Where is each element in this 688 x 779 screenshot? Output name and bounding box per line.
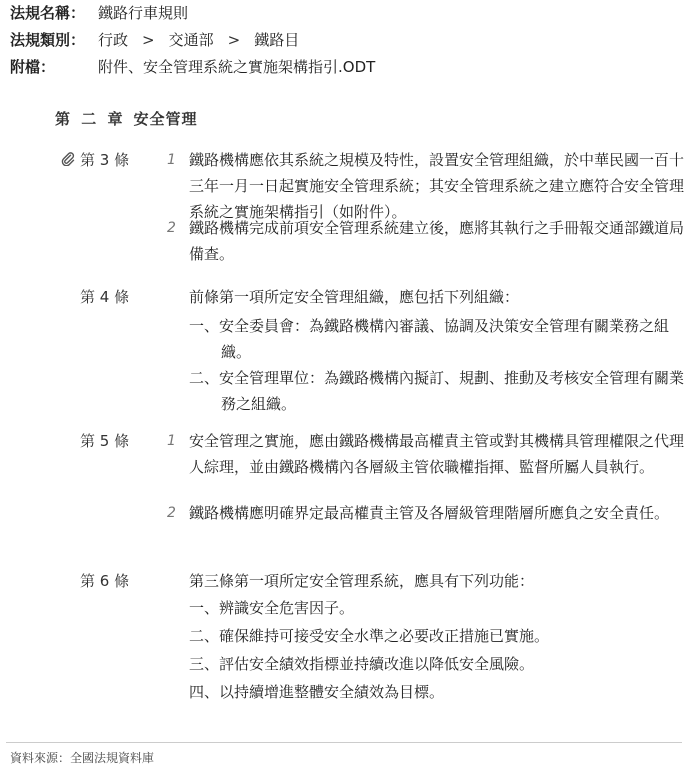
chapter-title: 安全管理 [133,110,198,128]
category-item-administration[interactable]: 行政 [98,31,129,49]
article-number[interactable]: 第 5 條 [80,432,130,450]
list-item: 一、安全委員會：為鐵路機構內審議、協調及決策安全管理有關業務之組織。 [189,317,670,361]
paragraph-number: 2 [167,220,176,236]
category-separator: > [227,31,241,49]
attachment-value-wrap [98,54,375,81]
article-intro: 第三條第一項所定安全管理系統，應具有下列功能： [189,572,535,590]
article-intro: 前條第一項所定安全管理組織，應包括下列組織： [189,288,520,306]
list-item: 三、評估安全績效指標並持續改進以降低安全風險。 [189,655,535,673]
footer-source: 資料來源：全國法規資料庫 [10,751,155,765]
category-item-transport[interactable]: 交通部 [168,31,214,49]
chapter-number: 第 二 章 [55,110,124,128]
paragraph-text: 鐵路機構應明確界定最高權責主管及各層級管理階層所應負之安全責任。 [189,504,670,522]
list-item: 二、安全管理單位：為鐵路機構內擬訂、規劃、推動及考核安全管理有關業務之組織。 [189,369,685,413]
law-category-label: 法規類別： [10,31,86,49]
chapter-heading [55,108,197,129]
law-category-breadcrumb [98,27,299,54]
paperclip-icon[interactable] [61,152,75,166]
law-name-value: 鐵路行車規則 [98,4,189,22]
category-separator: > [142,31,155,49]
footer-divider [6,742,682,743]
law-name-label: 法規名稱： [10,4,86,22]
list-item: 二、確保維持可接受安全水準之必要改正措施已實施。 [189,627,550,645]
law-attachment-label: 附檔： [10,58,56,76]
article-number[interactable]: 第 3 條 [80,151,130,169]
paragraph-text: 鐵路機構完成前項安全管理系統建立後，應將其執行之手冊報交通部鐵道局備查。 [189,219,685,263]
law-category-row [10,27,680,54]
attachment-link[interactable]: 附件、安全管理系統之實施架構指引.ODT [98,58,376,76]
paragraph-number: 2 [167,505,176,521]
paragraph-number: 1 [167,433,176,449]
paragraph-number: 1 [167,152,176,168]
law-metadata [10,0,680,81]
list-item: 四、以持續增進整體安全績效為目標。 [189,683,445,701]
article-number[interactable]: 第 6 條 [80,572,130,590]
law-attachment-row [10,54,680,81]
article-number[interactable]: 第 4 條 [80,288,130,306]
law-name-row [10,0,680,27]
category-item-railway[interactable]: 鐵路目 [254,31,300,49]
paragraph-text: 鐵路機構應依其系統之規模及特性，設置安全管理組織，於中華民國一百十三年一月一日起實施安全管理系統；其安全管理系統之建立應符合安全管理系統之實施架構指引（如附件）。 [189,151,685,221]
list-item: 一、辨識安全危害因子。 [189,599,355,617]
paragraph-text: 安全管理之實施，應由鐵路機構最高權責主管或對其機構具管理權限之代理人綜理，並由鐵路機構內各層級主管依職權指揮、監督所屬人員執行。 [189,432,685,476]
